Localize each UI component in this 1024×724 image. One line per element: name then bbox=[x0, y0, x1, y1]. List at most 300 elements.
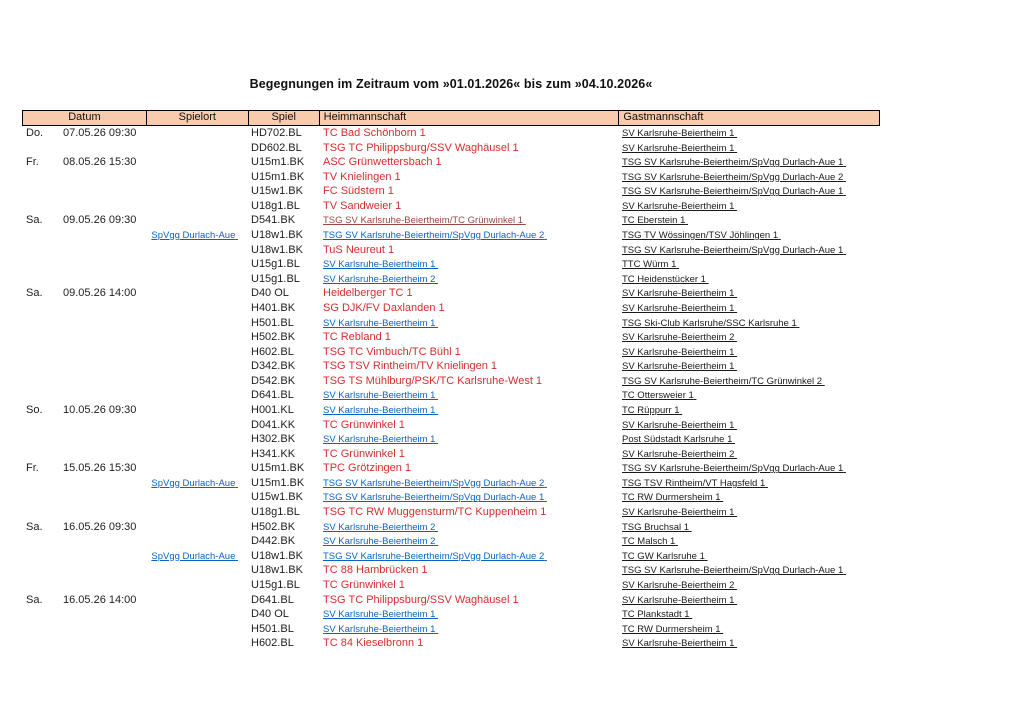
table-row bbox=[22, 607, 880, 622]
match-code: H341.KK bbox=[251, 447, 296, 460]
spiel-cell bbox=[247, 330, 318, 345]
heimmannschaft-cell bbox=[318, 345, 618, 360]
match-code: H502.BK bbox=[251, 331, 296, 344]
spiel-cell bbox=[247, 243, 318, 258]
spielort-cell bbox=[145, 418, 247, 433]
heimmannschaft-cell bbox=[318, 563, 618, 578]
home-team[interactable]: TSG SV Karlsruhe-Beiertheim/SpVgg Durlach-Aue 2 bbox=[323, 477, 545, 489]
table-row bbox=[22, 622, 880, 637]
spiel-cell bbox=[247, 213, 318, 228]
spielort-cell bbox=[145, 432, 247, 447]
guest-team-link[interactable]: TSG SV Karlsruhe-Beiertheim/SpVgg Durlach-Aue 1 bbox=[622, 186, 844, 198]
guest-team-link[interactable]: SV Karlsruhe-Beiertheim 1 bbox=[622, 638, 735, 650]
home-team: Heidelberger TC 1 bbox=[323, 287, 413, 300]
gastmannschaft-cell bbox=[618, 505, 879, 520]
table-row bbox=[22, 228, 880, 243]
spielort-cell bbox=[145, 520, 247, 535]
spiel-cell bbox=[247, 345, 318, 360]
header-heimmannschaft: Heimmannschaft bbox=[319, 111, 619, 125]
gastmannschaft-cell bbox=[618, 622, 879, 637]
gastmannschaft-cell bbox=[618, 388, 879, 403]
gastmannschaft-cell bbox=[618, 316, 879, 331]
home-team: TC Grünwinkel 1 bbox=[323, 578, 405, 591]
heimmannschaft-cell bbox=[318, 505, 618, 520]
weekday-label: Do. bbox=[26, 127, 44, 139]
datum-cell bbox=[22, 403, 145, 418]
guest-team-link[interactable]: TSG SV Karlsruhe-Beiertheim/SpVgg Durlach-Aue 1 bbox=[622, 463, 844, 475]
gastmannschaft-cell bbox=[618, 199, 879, 214]
spielort-cell bbox=[145, 243, 247, 258]
table-row bbox=[22, 374, 880, 389]
home-team: TSG TC RW Muggensturm/TC Kuppenheim 1 bbox=[323, 506, 547, 519]
header-gastmannschaft: Gastmannschaft bbox=[618, 111, 879, 125]
heimmannschaft-cell bbox=[318, 272, 618, 287]
home-team: TSG TC Philippsburg/SSV Waghäusel 1 bbox=[323, 593, 519, 606]
weekday-label: So. bbox=[26, 403, 43, 416]
date-time-label: 09.05.26 09:30 bbox=[63, 214, 137, 227]
spiel-cell bbox=[247, 520, 318, 535]
spielort-cell bbox=[145, 447, 247, 462]
guest-team-link[interactable]: SV Karlsruhe-Beiertheim 1 bbox=[622, 594, 735, 606]
guest-team-link[interactable]: SV Karlsruhe-Beiertheim 2 bbox=[622, 579, 735, 591]
guest-team-link[interactable]: TC Plankstadt 1 bbox=[622, 609, 690, 621]
spiel-cell bbox=[247, 170, 318, 185]
match-code: H602.BL bbox=[251, 345, 294, 358]
home-team[interactable]: TSG SV Karlsruhe-Beiertheim/TC Grünwinkel 1 bbox=[323, 215, 524, 227]
spiel-cell bbox=[247, 141, 318, 156]
datum-cell bbox=[22, 578, 145, 593]
page-title: Begegnungen im Zeitraum vom »01.01.2026« bis zum »04.10.2026« bbox=[249, 77, 653, 91]
spielort-cell bbox=[145, 170, 247, 185]
guest-team-link[interactable]: TSG SV Karlsruhe-Beiertheim/SpVgg Durlach-Aue 2 bbox=[622, 171, 844, 183]
guest-team-link[interactable]: SV Karlsruhe-Beiertheim 1 bbox=[622, 507, 735, 519]
spielort-cell bbox=[145, 286, 247, 301]
datum-cell bbox=[22, 549, 145, 564]
spiel-cell bbox=[247, 228, 318, 243]
datum-cell bbox=[22, 359, 145, 374]
datum-cell bbox=[22, 374, 145, 389]
table-row bbox=[22, 461, 880, 476]
guest-team-link[interactable]: SV Karlsruhe-Beiertheim 1 bbox=[622, 302, 735, 314]
datum-cell bbox=[22, 257, 145, 272]
home-team[interactable]: SV Karlsruhe-Beiertheim 2 bbox=[323, 536, 436, 548]
datum-cell bbox=[22, 505, 145, 520]
heimmannschaft-cell bbox=[318, 490, 618, 505]
heimmannschaft-cell bbox=[318, 213, 618, 228]
gastmannschaft-cell bbox=[618, 286, 879, 301]
heimmannschaft-cell bbox=[318, 228, 618, 243]
guest-team-link[interactable]: TC RW Durmersheim 1 bbox=[622, 623, 721, 635]
home-team: TC 88 Hambrücken 1 bbox=[323, 564, 428, 577]
venue-link[interactable]: SpVgg Durlach-Aue bbox=[151, 477, 236, 489]
match-code: H502.BK bbox=[251, 520, 296, 533]
spielort-cell bbox=[145, 505, 247, 520]
datum-cell bbox=[22, 126, 145, 141]
datum-cell bbox=[22, 563, 145, 578]
guest-team-link[interactable]: TC Eberstein 1 bbox=[622, 215, 686, 227]
home-team: TSG TSV Rintheim/TV Knielingen 1 bbox=[323, 360, 498, 373]
home-team: TuS Neureut 1 bbox=[323, 243, 395, 256]
home-team: TC Grünwinkel 1 bbox=[323, 418, 405, 431]
table-body bbox=[22, 126, 880, 651]
match-code: H401.BK bbox=[251, 301, 296, 314]
spiel-cell bbox=[247, 403, 318, 418]
heimmannschaft-cell bbox=[318, 286, 618, 301]
heimmannschaft-cell bbox=[318, 549, 618, 564]
spielort-cell bbox=[145, 461, 247, 476]
guest-team-link[interactable]: SV Karlsruhe-Beiertheim 1 bbox=[622, 346, 735, 358]
spielort-cell bbox=[145, 345, 247, 360]
spielort-cell bbox=[145, 578, 247, 593]
gastmannschaft-cell bbox=[618, 476, 879, 491]
spiel-cell bbox=[247, 447, 318, 462]
guest-team-link[interactable]: TC GW Karlsruhe 1 bbox=[622, 550, 705, 562]
home-team: TC Bad Schönborn 1 bbox=[323, 127, 426, 139]
spiel-cell bbox=[247, 505, 318, 520]
date-time-label: 10.05.26 09:30 bbox=[63, 403, 137, 416]
gastmannschaft-cell bbox=[618, 359, 879, 374]
table-row bbox=[22, 593, 880, 608]
guest-team-link[interactable]: TSG SV Karlsruhe-Beiertheim/SpVgg Durlach-Aue 1 bbox=[622, 157, 844, 169]
match-code: U18w1.BK bbox=[251, 243, 303, 256]
spielort-cell bbox=[145, 316, 247, 331]
gastmannschaft-cell bbox=[618, 126, 879, 141]
match-code: U15g1.BL bbox=[251, 258, 300, 271]
gastmannschaft-cell bbox=[618, 374, 879, 389]
date-time-label: 09.05.26 14:00 bbox=[63, 287, 137, 300]
datum-cell bbox=[22, 461, 145, 476]
table-row bbox=[22, 199, 880, 214]
match-code: D40 OL bbox=[251, 287, 289, 300]
date-time-label: 08.05.26 15:30 bbox=[63, 156, 137, 169]
spielort-cell bbox=[145, 141, 247, 156]
spielort-cell bbox=[145, 549, 247, 564]
spielort-cell bbox=[145, 272, 247, 287]
heimmannschaft-cell bbox=[318, 534, 618, 549]
gastmannschaft-cell bbox=[618, 141, 879, 156]
match-code: U18g1.BL bbox=[251, 506, 300, 519]
home-team[interactable]: SV Karlsruhe-Beiertheim 1 bbox=[323, 623, 436, 635]
guest-team-link[interactable]: SV Karlsruhe-Beiertheim 1 bbox=[622, 361, 735, 373]
home-team: ASC Grünwettersbach 1 bbox=[323, 156, 442, 169]
spielort-cell bbox=[145, 476, 247, 491]
home-team[interactable]: SV Karlsruhe-Beiertheim 2 bbox=[323, 273, 436, 285]
date-time-label: 15.05.26 15:30 bbox=[63, 462, 137, 475]
table-row bbox=[22, 388, 880, 403]
spiel-cell bbox=[247, 476, 318, 491]
match-code: D641.BL bbox=[251, 389, 294, 402]
match-code: U15m1.BK bbox=[251, 476, 305, 489]
datum-cell bbox=[22, 593, 145, 608]
heimmannschaft-cell bbox=[318, 388, 618, 403]
match-code: U15m1.BK bbox=[251, 156, 305, 169]
datum-cell bbox=[22, 272, 145, 287]
guest-team-link[interactable]: TC RW Durmersheim 1 bbox=[622, 492, 721, 504]
match-code: D641.BL bbox=[251, 593, 294, 606]
spiel-cell bbox=[247, 184, 318, 199]
heimmannschaft-cell bbox=[318, 243, 618, 258]
match-code: U18w1.BK bbox=[251, 229, 303, 242]
date-time-label: 16.05.26 14:00 bbox=[63, 593, 137, 606]
header-datum: Datum bbox=[68, 111, 101, 123]
match-code: D541.BK bbox=[251, 214, 296, 227]
datum-cell bbox=[22, 213, 145, 228]
spiel-cell bbox=[247, 359, 318, 374]
guest-team-link[interactable]: TC Malsch 1 bbox=[622, 536, 676, 548]
spielort-cell bbox=[145, 257, 247, 272]
table-row bbox=[22, 316, 880, 331]
table-row bbox=[22, 578, 880, 593]
datum-cell bbox=[22, 476, 145, 491]
spiel-cell bbox=[247, 199, 318, 214]
guest-team-link[interactable]: TSG Ski-Club Karlsruhe/SSC Karlsruhe 1 bbox=[622, 317, 797, 329]
spielort-cell bbox=[145, 155, 247, 170]
spiel-cell bbox=[247, 388, 318, 403]
gastmannschaft-cell bbox=[618, 578, 879, 593]
weekday-label: Sa. bbox=[26, 593, 43, 606]
venue-link[interactable]: SpVgg Durlach-Aue bbox=[151, 550, 236, 562]
spiel-cell bbox=[247, 622, 318, 637]
heimmannschaft-cell bbox=[318, 330, 618, 345]
spielort-cell bbox=[145, 228, 247, 243]
guest-team-link[interactable]: SV Karlsruhe-Beiertheim 2 bbox=[622, 332, 735, 344]
guest-team-link[interactable]: TSG Bruchsal 1 bbox=[622, 521, 690, 533]
heimmannschaft-cell bbox=[318, 578, 618, 593]
schedule-table bbox=[22, 110, 880, 651]
heimmannschaft-cell bbox=[318, 141, 618, 156]
gastmannschaft-cell bbox=[618, 228, 879, 243]
header-spiel: Spiel bbox=[248, 111, 319, 125]
weekday-label: Sa. bbox=[26, 520, 43, 533]
heimmannschaft-cell bbox=[318, 520, 618, 535]
home-team: TSG TC Philippsburg/SSV Waghäusel 1 bbox=[323, 141, 519, 154]
spielort-cell bbox=[145, 534, 247, 549]
spiel-cell bbox=[247, 432, 318, 447]
datum-cell bbox=[22, 345, 145, 360]
spielort-cell bbox=[145, 301, 247, 316]
spielort-cell bbox=[145, 636, 247, 651]
spiel-cell bbox=[247, 578, 318, 593]
gastmannschaft-cell bbox=[618, 418, 879, 433]
guest-team-link[interactable]: SV Karlsruhe-Beiertheim 1 bbox=[622, 142, 735, 154]
gastmannschaft-cell bbox=[618, 301, 879, 316]
match-code: H001.KL bbox=[251, 403, 294, 416]
guest-team-link[interactable]: TSG TV Wössingen/TSV Jöhlingen 1 bbox=[622, 230, 779, 242]
table-row bbox=[22, 155, 880, 170]
table-row bbox=[22, 359, 880, 374]
gastmannschaft-cell bbox=[618, 432, 879, 447]
spiel-cell bbox=[247, 272, 318, 287]
table-row bbox=[22, 549, 880, 564]
heimmannschaft-cell bbox=[318, 359, 618, 374]
heimmannschaft-cell bbox=[318, 593, 618, 608]
guest-team-link[interactable]: TC Ottersweier 1 bbox=[622, 390, 694, 402]
match-code: D442.BK bbox=[251, 535, 296, 548]
match-code: D542.BK bbox=[251, 374, 296, 387]
gastmannschaft-cell bbox=[618, 155, 879, 170]
match-code: U15m1.BK bbox=[251, 462, 305, 475]
datum-cell bbox=[22, 622, 145, 637]
spielort-cell bbox=[145, 563, 247, 578]
home-team[interactable]: SV Karlsruhe-Beiertheim 2 bbox=[323, 521, 436, 533]
heimmannschaft-cell bbox=[318, 418, 618, 433]
table-row bbox=[22, 403, 880, 418]
guest-team-link[interactable]: TC Rüppurr 1 bbox=[622, 404, 680, 416]
venue-link[interactable]: SpVgg Durlach-Aue bbox=[151, 230, 236, 242]
home-team[interactable]: SV Karlsruhe-Beiertheim 1 bbox=[323, 317, 436, 329]
header-spielort: Spielort bbox=[146, 111, 248, 125]
datum-cell bbox=[22, 418, 145, 433]
heimmannschaft-cell bbox=[318, 432, 618, 447]
spielort-cell bbox=[145, 199, 247, 214]
date-time-label: 16.05.26 09:30 bbox=[63, 520, 137, 533]
match-code: U18w1.BK bbox=[251, 564, 303, 577]
gastmannschaft-cell bbox=[618, 534, 879, 549]
heimmannschaft-cell bbox=[318, 257, 618, 272]
weekday-label: Fr. bbox=[26, 156, 39, 169]
gastmannschaft-cell bbox=[618, 330, 879, 345]
spielort-cell bbox=[145, 126, 247, 141]
gastmannschaft-cell bbox=[618, 403, 879, 418]
heimmannschaft-cell bbox=[318, 170, 618, 185]
table-row bbox=[22, 505, 880, 520]
table-row bbox=[22, 636, 880, 651]
table-header bbox=[22, 110, 880, 126]
match-code: H602.BL bbox=[251, 637, 294, 650]
datum-cell bbox=[22, 184, 145, 199]
home-team: TC 84 Kieselbronn 1 bbox=[323, 637, 424, 650]
guest-team-link[interactable]: SV Karlsruhe-Beiertheim 1 bbox=[622, 128, 735, 139]
table-row bbox=[22, 272, 880, 287]
spiel-cell bbox=[247, 126, 318, 141]
datum-cell bbox=[22, 447, 145, 462]
home-team: TPC Grötzingen 1 bbox=[323, 462, 412, 475]
match-code: DD602.BL bbox=[251, 141, 302, 154]
gastmannschaft-cell bbox=[618, 257, 879, 272]
guest-team-link[interactable]: TSG SV Karlsruhe-Beiertheim/SpVgg Durlach-Aue 1 bbox=[622, 244, 844, 256]
datum-cell bbox=[22, 199, 145, 214]
table-row bbox=[22, 476, 880, 491]
home-team: TC Rebland 1 bbox=[323, 331, 391, 344]
home-team[interactable]: SV Karlsruhe-Beiertheim 1 bbox=[323, 404, 436, 416]
home-team[interactable]: TSG SV Karlsruhe-Beiertheim/SpVgg Durlach-Aue 2 bbox=[323, 550, 545, 562]
guest-team-link[interactable]: TSG SV Karlsruhe-Beiertheim/SpVgg Durlach-Aue 1 bbox=[622, 565, 844, 577]
gastmannschaft-cell bbox=[618, 272, 879, 287]
table-row bbox=[22, 141, 880, 156]
match-code: D40 OL bbox=[251, 608, 289, 621]
match-code: D342.BK bbox=[251, 360, 296, 373]
heimmannschaft-cell bbox=[318, 155, 618, 170]
table-row bbox=[22, 126, 880, 141]
gastmannschaft-cell bbox=[618, 184, 879, 199]
guest-team-link[interactable]: TSG TSV Rintheim/VT Hagsfeld 1 bbox=[622, 477, 766, 489]
weekday-label: Sa. bbox=[26, 214, 43, 227]
datum-cell bbox=[22, 388, 145, 403]
weekday-label: Fr. bbox=[26, 462, 39, 475]
heimmannschaft-cell bbox=[318, 301, 618, 316]
heimmannschaft-cell bbox=[318, 199, 618, 214]
guest-team-link[interactable]: SV Karlsruhe-Beiertheim 1 bbox=[622, 419, 735, 431]
gastmannschaft-cell bbox=[618, 636, 879, 651]
heimmannschaft-cell bbox=[318, 636, 618, 651]
table-row bbox=[22, 432, 880, 447]
datum-cell bbox=[22, 316, 145, 331]
heimmannschaft-cell bbox=[318, 126, 618, 141]
guest-team-link[interactable]: TTC Würm 1 bbox=[622, 259, 677, 271]
spielort-cell bbox=[145, 607, 247, 622]
spiel-cell bbox=[247, 418, 318, 433]
datum-cell bbox=[22, 330, 145, 345]
home-team[interactable]: SV Karlsruhe-Beiertheim 1 bbox=[323, 434, 436, 446]
match-code: U15w1.BK bbox=[251, 491, 303, 504]
weekday-label: Sa. bbox=[26, 287, 43, 300]
match-code: U15w1.BK bbox=[251, 185, 303, 198]
match-code: U15g1.BL bbox=[251, 272, 300, 285]
home-team[interactable]: TSG SV Karlsruhe-Beiertheim/SpVgg Durlach-Aue 1 bbox=[323, 492, 545, 504]
match-code: U15m1.BK bbox=[251, 170, 305, 183]
datum-cell bbox=[22, 520, 145, 535]
gastmannschaft-cell bbox=[618, 447, 879, 462]
heimmannschaft-cell bbox=[318, 184, 618, 199]
datum-cell bbox=[22, 243, 145, 258]
home-team[interactable]: SV Karlsruhe-Beiertheim 1 bbox=[323, 390, 436, 402]
table-row bbox=[22, 520, 880, 535]
match-code: D041.KK bbox=[251, 418, 296, 431]
heimmannschaft-cell bbox=[318, 316, 618, 331]
match-code: U18w1.BK bbox=[251, 549, 303, 562]
datum-cell bbox=[22, 286, 145, 301]
spielort-cell bbox=[145, 388, 247, 403]
table-row bbox=[22, 213, 880, 228]
home-team[interactable]: SV Karlsruhe-Beiertheim 1 bbox=[323, 259, 436, 271]
spiel-cell bbox=[247, 257, 318, 272]
spielort-cell bbox=[145, 593, 247, 608]
table-row bbox=[22, 563, 880, 578]
guest-team-link[interactable]: Post Südstadt Karlsruhe 1 bbox=[622, 434, 733, 446]
match-code: H302.BK bbox=[251, 433, 296, 446]
heimmannschaft-cell bbox=[318, 607, 618, 622]
heimmannschaft-cell bbox=[318, 447, 618, 462]
datum-cell bbox=[22, 228, 145, 243]
spielort-cell bbox=[145, 490, 247, 505]
home-team: FC Südstern 1 bbox=[323, 185, 394, 198]
gastmannschaft-cell bbox=[618, 345, 879, 360]
match-code: HD702.BL bbox=[251, 127, 302, 139]
gastmannschaft-cell bbox=[618, 461, 879, 476]
gastmannschaft-cell bbox=[618, 563, 879, 578]
heimmannschaft-cell bbox=[318, 461, 618, 476]
home-team[interactable]: SV Karlsruhe-Beiertheim 1 bbox=[323, 609, 436, 621]
spielort-cell bbox=[145, 330, 247, 345]
gastmannschaft-cell bbox=[618, 213, 879, 228]
spiel-cell bbox=[247, 286, 318, 301]
match-code: H501.BL bbox=[251, 622, 294, 635]
spielort-cell bbox=[145, 403, 247, 418]
guest-team-link[interactable]: TC Heidenstücker 1 bbox=[622, 273, 706, 285]
guest-team-link[interactable]: SV Karlsruhe-Beiertheim 2 bbox=[622, 448, 735, 460]
heimmannschaft-cell bbox=[318, 403, 618, 418]
table-row bbox=[22, 243, 880, 258]
guest-team-link[interactable]: SV Karlsruhe-Beiertheim 1 bbox=[622, 200, 735, 212]
guest-team-link[interactable]: SV Karlsruhe-Beiertheim 1 bbox=[622, 288, 735, 300]
spielort-cell bbox=[145, 213, 247, 228]
datum-cell bbox=[22, 607, 145, 622]
home-team[interactable]: TSG SV Karlsruhe-Beiertheim/SpVgg Durlach-Aue 2 bbox=[323, 230, 545, 242]
datum-cell bbox=[22, 636, 145, 651]
heimmannschaft-cell bbox=[318, 374, 618, 389]
gastmannschaft-cell bbox=[618, 520, 879, 535]
guest-team-link[interactable]: TSG SV Karlsruhe-Beiertheim/TC Grünwinkel 2 bbox=[622, 375, 823, 387]
